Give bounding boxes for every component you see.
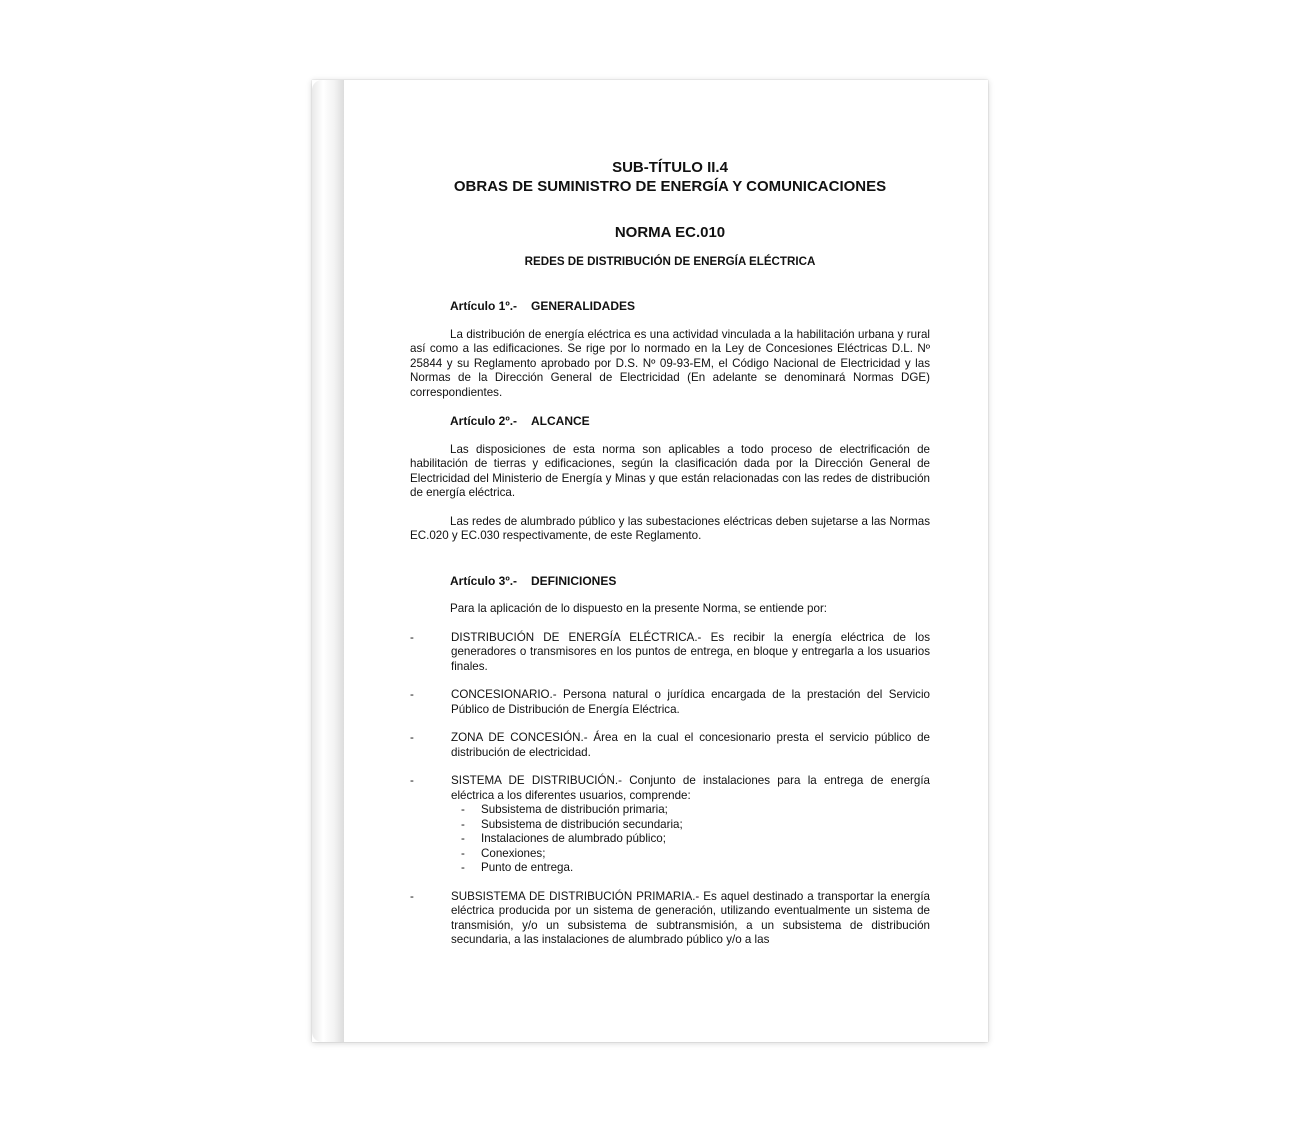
definition-item xyxy=(410,774,930,876)
sub-list-text: Instalaciones de alumbrado público; xyxy=(481,832,666,845)
sub-list-item xyxy=(461,846,930,862)
list-dash: - xyxy=(410,630,414,644)
paragraph: Las disposiciones de esta norma son aplicables a todo proceso de electrificación de habilitación de tierras y edificaciones, según la clasificación dada por la Dirección General de Electricidad del Ministerio de Energía y Minas y que están relacionadas con las redes de distribución de energía eléctrica. xyxy=(410,442,930,499)
definition-item xyxy=(410,688,930,717)
subtitle: SUB-TÍTULO II.4 xyxy=(612,159,728,176)
article-number: Artículo 2º.- xyxy=(450,414,518,428)
sub-list-text: Conexiones; xyxy=(481,846,546,860)
sub-list-item xyxy=(461,803,930,818)
document-title: OBRAS DE SUMINISTRO DE ENERGÍA Y COMUNICACIONES xyxy=(453,178,887,195)
article-number: Artículo 1º.- xyxy=(450,299,518,313)
article-title: ALCANCE xyxy=(531,414,590,428)
list-dash: - xyxy=(461,846,465,860)
list-dash: - xyxy=(461,832,465,845)
definition-text: DISTRIBUCIÓN DE ENERGÍA ELÉCTRICA.- Es recibir la energía eléctrica de los generadores o transmisores en los puntos de entrega, en bloque y entregarla a los usuarios finales. xyxy=(451,630,930,673)
list-dash: - xyxy=(461,861,465,874)
norm-code: NORMA EC.010 xyxy=(614,224,726,241)
list-dash: - xyxy=(410,688,414,701)
sub-list-text: Subsistema de distribución primaria; xyxy=(481,803,668,816)
definition-text: ZONA DE CONCESIÓN.- Área en la cual el concesionario presta el servicio público de distribución de electricidad. xyxy=(451,731,930,759)
definition-text: SUBSISTEMA DE DISTRIBUCIÓN PRIMARIA.- Es aquel destinado a transportar la energía eléctrica producida por un sistema de generación, utilizando eventualmente un sistema de transmisión, y/o un subsistema de subtransmisión, a un subsistema de distribución secundaria, a las instalaciones de alumbrado público y/o a las xyxy=(451,889,930,946)
document-page xyxy=(344,80,988,1042)
article-title: DEFINICIONES xyxy=(531,573,617,588)
list-dash: - xyxy=(461,817,465,831)
sub-list xyxy=(451,803,930,876)
definition-text: CONCESIONARIO.- Persona natural o jurídica encargada de la prestación del Servicio Público de Distribución de Energía Eléctrica. xyxy=(451,688,930,716)
article-heading xyxy=(450,299,930,314)
norm-title: REDES DE DISTRIBUCIÓN DE ENERGÍA ELÉCTRICA xyxy=(524,254,816,268)
list-dash: - xyxy=(461,803,465,816)
definition-item xyxy=(410,631,930,675)
paragraph: Las redes de alumbrado público y las subestaciones eléctricas deben sujetarse a las Normas EC.020 y EC.030 respectivamente, de este Reglamento. xyxy=(410,514,930,542)
sub-list-item xyxy=(461,817,930,833)
sub-list-text: Subsistema de distribución secundaria; xyxy=(481,817,683,831)
article-title: GENERALIDADES xyxy=(531,299,636,313)
article-intro: Para la aplicación de lo dispuesto en la presente Norma, se entiende por: xyxy=(450,602,828,615)
definition-text: SISTEMA DE DISTRIBUCIÓN.- Conjunto de instalaciones para la entrega de energía eléctrica a los diferentes usuarios, comprende: xyxy=(451,774,930,802)
page-content xyxy=(410,158,930,948)
sub-list-item xyxy=(461,832,930,847)
article-number: Artículo 3º.- xyxy=(450,573,518,588)
binder-spine xyxy=(312,80,344,1042)
article-heading xyxy=(450,574,930,589)
definition-item xyxy=(410,731,930,760)
sub-list-item xyxy=(461,861,930,876)
list-dash: - xyxy=(410,731,414,744)
definition-item xyxy=(410,890,930,948)
sub-list-text: Punto de entrega. xyxy=(481,861,574,874)
article-heading xyxy=(450,414,930,429)
list-dash: - xyxy=(410,774,414,787)
list-dash: - xyxy=(410,889,414,903)
document-binder xyxy=(312,80,988,1042)
paragraph: La distribución de energía eléctrica es una actividad vinculada a la habilitación urbana y rural así como a las edificaciones. Se rige por lo normado en la Ley de Concesiones Eléctricas D.L. Nº 25844 y su Reglamento aprobado por D.S. Nº 09-93-EM, el Código Nacional de Electricidad y las Normas de la Dirección General de Electricidad (En adelante se denominará Normas DGE) correspondientes. xyxy=(410,327,930,399)
